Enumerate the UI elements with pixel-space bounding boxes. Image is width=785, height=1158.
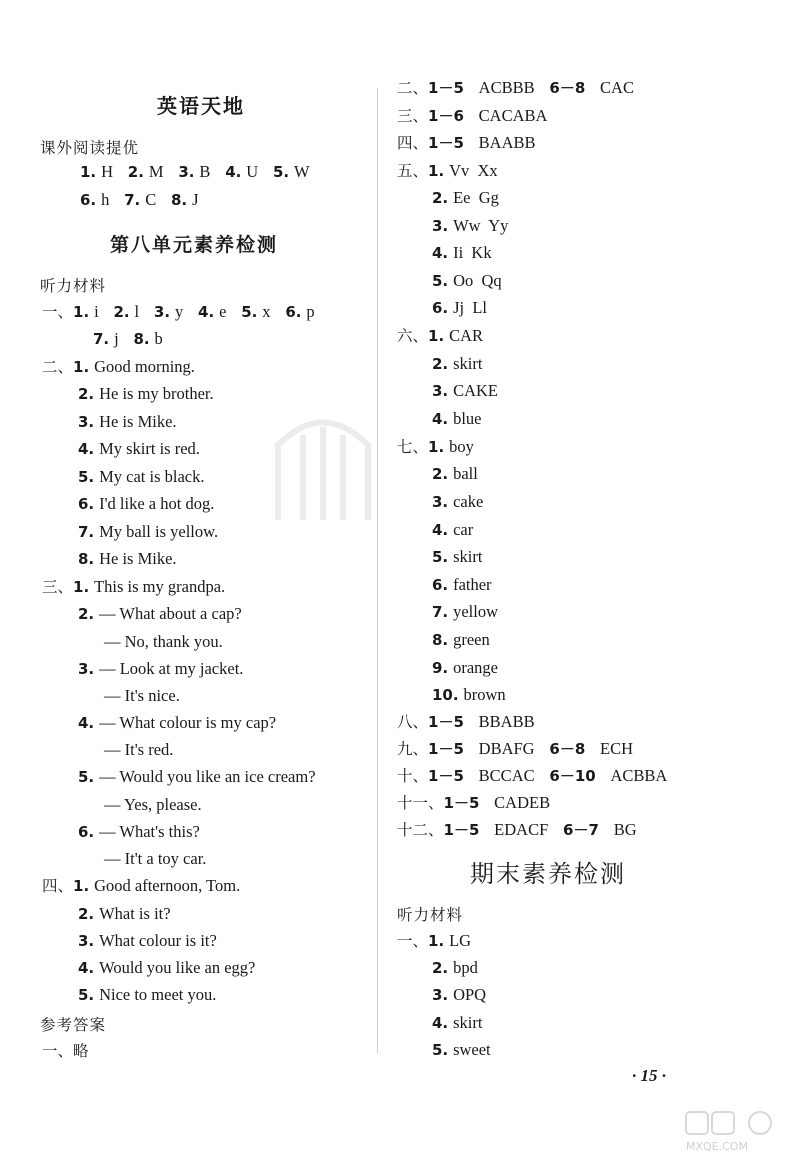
listening-part-2-item-1: 二、1. Good morning. — [42, 357, 195, 376]
answer-part-10: 十、1－5 BCCAC 6－10 ACBBA — [397, 766, 668, 785]
watermark-text: MXQE.COM — [686, 1140, 748, 1153]
answer-part-7-item-1: 七、1. boy — [397, 437, 474, 456]
answer-part-4: 四、1－5 BAABB — [397, 133, 536, 152]
listening-part-3-item-3a: 3. — Look at my jacket. — [78, 659, 244, 678]
listening-part-3-item-2b: — No, thank you. — [104, 632, 223, 651]
answer-part-6-item-4: 4. blue — [432, 409, 482, 428]
answer-part-7-item-2: 2. ball — [432, 464, 478, 483]
final-listening-item-1: 一、1. LG — [397, 931, 472, 950]
answer-part-5-item-4: 4. Ii Kk — [432, 243, 492, 262]
final-listening-item-5: 5. sweet — [432, 1040, 491, 1059]
answer-part-7-item-4: 4. car — [432, 520, 474, 539]
answer-part-7-item-7: 7. yellow — [432, 602, 498, 621]
answer-part-7-item-3: 3. cake — [432, 492, 484, 511]
final-listening-item-3: 3. OPQ — [432, 985, 487, 1004]
section-title-unit-8-test: 第八单元素养检测 — [110, 234, 279, 256]
answer-part-6-item-3: 3. CAKE — [432, 381, 498, 400]
reading-answers-row-1: 1. H 2. M 3. B 4. U 5. W — [80, 162, 310, 181]
listening-part-4-item-3: 3. What colour is it? — [78, 931, 217, 950]
subheading-listening-material: 听力材料 — [40, 277, 107, 295]
listening-part-3-item-2a: 2. — What about a cap? — [78, 604, 242, 623]
answer-part-5-item-6: 6. Jj Ll — [432, 298, 487, 317]
answer-part-6-item-1: 六、1. CAR — [397, 326, 484, 345]
answer-part-7-item-6: 6. father — [432, 575, 492, 594]
listening-part-2-item-6: 6. I'd like a hot dog. — [78, 494, 215, 513]
answer-part-7-item-10: 10. brown — [432, 685, 506, 704]
listening-part-2-item-7: 7. My ball is yellow. — [78, 522, 219, 541]
listening-part-3-item-5b: — Yes, please. — [104, 795, 202, 814]
listening-part-3-item-4b: — It's red. — [104, 740, 174, 759]
watermark-arch-icon — [268, 405, 378, 525]
listening-part-3-item-3b: — It's nice. — [104, 686, 180, 705]
listening-part-2-item-3: 3. He is Mike. — [78, 412, 177, 431]
listening-part-1-row-1: 一、1. i 2. l 3. y 4. e 5. x 6. p — [42, 302, 315, 321]
subheading-listening-material-final: 听力材料 — [397, 906, 464, 924]
listening-part-4-item-5: 5. Nice to meet you. — [78, 985, 217, 1004]
listening-part-3-item-6a: 6. — What's this? — [78, 822, 200, 841]
section-title-english-world: 英语天地 — [157, 94, 245, 118]
final-listening-item-4: 4. skirt — [432, 1013, 483, 1032]
answer-part-5-item-1: 五、1. Vv Xx — [397, 161, 498, 180]
listening-part-4-item-2: 2. What is it? — [78, 904, 171, 923]
column-divider — [377, 88, 378, 1053]
watermark-logo-icon — [682, 1110, 782, 1154]
subheading-extracurricular-reading: 课外阅读提优 — [40, 139, 140, 157]
answer-part-7-item-9: 9. orange — [432, 658, 498, 677]
subheading-reference-answers: 参考答案 — [40, 1016, 107, 1034]
listening-part-3-item-1: 三、1. This is my grandpa. — [42, 577, 226, 596]
reading-answers-row-2: 6. h 7. C 8. J — [80, 190, 199, 209]
answer-part-7-item-8: 8. green — [432, 630, 490, 649]
answer-part-12: 十二、1－5 EDACF 6－7 BG — [397, 820, 637, 839]
listening-part-2-item-8: 8. He is Mike. — [78, 549, 177, 568]
final-listening-item-2: 2. bpd — [432, 958, 478, 977]
page-number: · 15 · — [632, 1066, 666, 1085]
listening-part-1-row-2: 7. j 8. b — [93, 329, 163, 348]
listening-part-2-item-5: 5. My cat is black. — [78, 467, 205, 486]
listening-part-3-item-6b: — It't a toy car. — [104, 849, 207, 868]
answer-part-5-item-3: 3. Ww Yy — [432, 216, 509, 235]
answer-part-7-item-5: 5. skirt — [432, 547, 483, 566]
answer-part-6-item-2: 2. skirt — [432, 354, 483, 373]
answer-part-11: 十一、1－5 CADEB — [397, 793, 551, 812]
section-title-final-test: 期末素养检测 — [470, 860, 626, 888]
answer-part-5-item-2: 2. Ee Gg — [432, 188, 499, 207]
listening-part-3-item-4a: 4. — What colour is my cap? — [78, 713, 277, 732]
listening-part-2-item-4: 4. My skirt is red. — [78, 439, 200, 458]
listening-part-4-item-1: 四、1. Good afternoon, Tom. — [42, 876, 241, 895]
listening-part-4-item-4: 4. Would you like an egg? — [78, 958, 256, 977]
answer-part-8: 八、1－5 BBABB — [397, 712, 535, 731]
answer-part-1: 一、略 — [42, 1042, 89, 1060]
listening-part-3-item-5a: 5. — Would you like an ice cream? — [78, 767, 316, 786]
listening-part-2-item-2: 2. He is my brother. — [78, 384, 214, 403]
answer-part-9: 九、1－5 DBAFG 6－8 ECH — [397, 739, 634, 758]
answer-part-2: 二、1－5 ACBBB 6－8 CAC — [397, 78, 634, 97]
answer-part-3: 三、1－6 CACABA — [397, 106, 548, 125]
answer-part-5-item-5: 5. Oo Qq — [432, 271, 502, 290]
